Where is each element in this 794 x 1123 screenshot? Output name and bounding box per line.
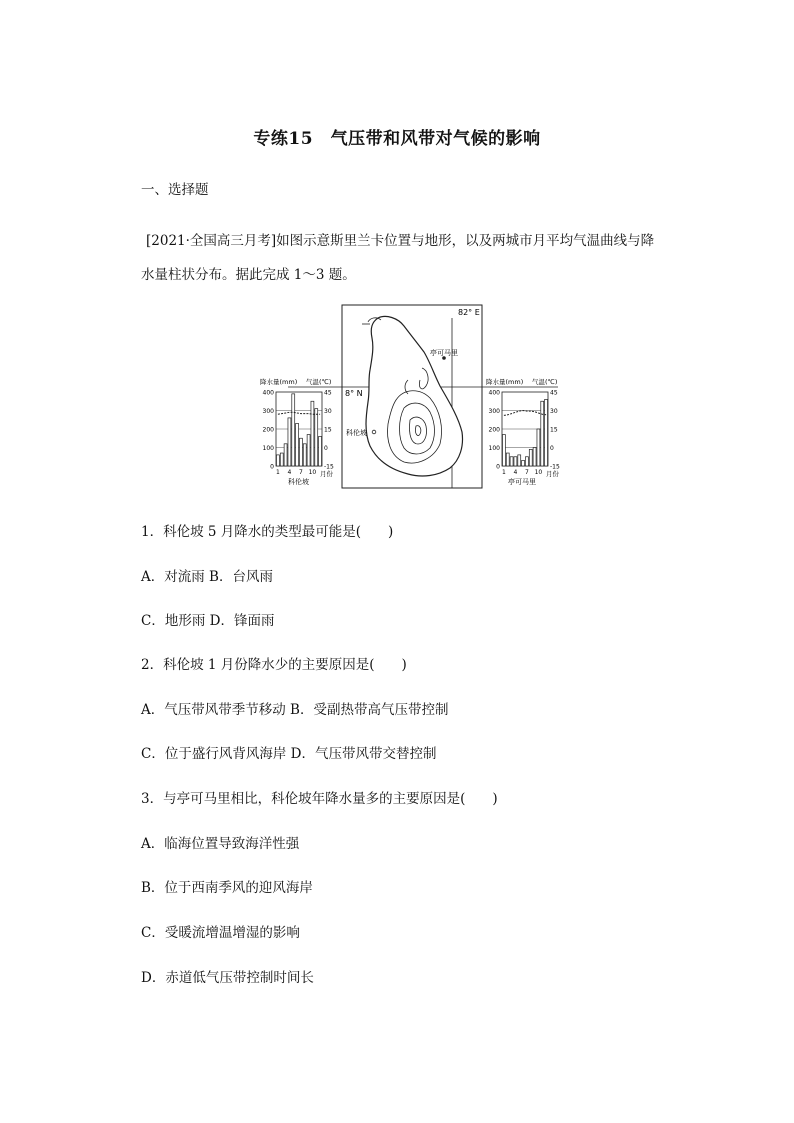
trincomalee-climate-chart xyxy=(486,377,560,486)
question-3-stem: 3．与亭可马里相比，科伦坡年降水量多的主要原因是( ) xyxy=(141,791,498,807)
trincomalee-precip-tick: 200 xyxy=(488,426,500,434)
right-month-label: 月份 xyxy=(546,470,559,478)
trincomalee-precip-tick: 300 xyxy=(488,408,500,415)
question-1-options-line-2: C．地形雨 D．锋面雨 xyxy=(141,613,275,629)
sri-lanka-outline xyxy=(366,316,463,476)
trincomalee-precip-bar xyxy=(518,455,521,466)
page-title: 专练15 气压带和风带对气候的影响 xyxy=(253,129,541,149)
colombo-month-tick: 7 xyxy=(299,469,303,476)
colombo-precip-tick: 0 xyxy=(270,463,274,471)
trincomalee-temp-tick: 30 xyxy=(550,408,558,415)
trincomalee-precip-tick: 100 xyxy=(488,445,500,452)
trincomalee-temp-tick: -15 xyxy=(550,463,560,471)
trincomalee-precip-bar xyxy=(522,460,525,466)
trincomalee-temp-tick: 15 xyxy=(550,426,558,434)
trincomalee-temp-line xyxy=(504,411,546,416)
colombo-month-tick: 1 xyxy=(276,469,280,476)
colombo-precip-bar xyxy=(307,435,310,466)
trincomalee-precip-bar xyxy=(502,435,505,466)
question-1-stem: 1．科伦坡 5 月降水的类型最可能是( ) xyxy=(141,524,394,540)
trincomalee-precip-bar xyxy=(537,429,540,466)
colombo-temp-tick: 0 xyxy=(324,445,328,452)
colombo-precip-bar xyxy=(288,418,291,466)
trincomalee-precip-bar xyxy=(510,457,513,466)
trincomalee-month-tick: 1 xyxy=(502,469,506,476)
colombo-precip-bar xyxy=(319,436,322,466)
question-3-option-d: D．赤道低气压带控制时间长 xyxy=(141,970,314,986)
sri-lanka-figure xyxy=(258,304,568,490)
colombo-marker xyxy=(372,430,376,434)
colombo-temp-tick: 30 xyxy=(324,408,332,415)
colombo-precip-tick: 300 xyxy=(262,408,274,415)
trincomalee-precip-bar xyxy=(529,449,532,466)
trincomalee-precip-tick: 400 xyxy=(488,389,500,397)
left-precip-axis-label: 降水量(mm) xyxy=(260,378,298,386)
trincomalee-precip-tick: 0 xyxy=(496,463,500,471)
colombo-precip-bar xyxy=(276,455,279,466)
colombo-precip-bar xyxy=(315,409,318,466)
colombo-temp-tick: 45 xyxy=(324,389,332,397)
trincomalee-precip-bar xyxy=(541,401,544,466)
section-heading: 一、选择题 xyxy=(141,182,209,198)
left-temp-axis-label: 气温(℃) xyxy=(306,378,332,386)
left-chart-caption: 科伦坡 xyxy=(288,478,309,486)
trincomalee-precip-bar xyxy=(545,399,548,466)
figure-svg xyxy=(258,304,568,490)
colombo-precip-bar xyxy=(284,444,287,466)
right-temp-axis-label: 气温(℃) xyxy=(532,378,558,386)
colombo-precip-bar xyxy=(296,423,299,466)
trincomalee-map-label: 亭可马里 xyxy=(430,349,458,357)
question-3-option-c: C．受暖流增温增湿的影响 xyxy=(141,925,300,941)
trincomalee-precip-bar xyxy=(506,453,509,466)
right-precip-axis-label: 降水量(mm) xyxy=(486,378,524,386)
trincomalee-precip-bar xyxy=(533,448,536,467)
intro-paragraph xyxy=(141,224,661,292)
question-2-stem: 2．科伦坡 1 月份降水少的主要原因是( ) xyxy=(141,657,407,673)
longitude-label: 82° E xyxy=(458,308,480,317)
question-2-options-line-1: A．气压带风带季节移动 B．受副热带高气压带控制 xyxy=(141,702,449,718)
colombo-precip-tick: 100 xyxy=(262,445,274,452)
colombo-map-label: 科伦坡 xyxy=(346,429,367,437)
question-1-options-line-1: A．对流雨 B．台风雨 xyxy=(141,569,273,585)
colombo-month-tick: 4 xyxy=(287,469,292,476)
colombo-precip-tick: 200 xyxy=(262,426,274,434)
colombo-temp-tick: 15 xyxy=(324,426,332,434)
question-2-options-line-2: C．位于盛行风背风海岸 D．气压带风带交替控制 xyxy=(141,746,437,762)
colombo-precip-bar xyxy=(299,438,302,466)
colombo-temp-tick: -15 xyxy=(324,463,334,471)
colombo-precip-tick: 400 xyxy=(262,389,274,397)
intro-line-2: 水量柱状分布。据此完成 1～3 题。 xyxy=(141,267,356,283)
colombo-climate-chart xyxy=(260,377,334,486)
colombo-precip-bar xyxy=(280,453,283,466)
colombo-month-tick: 10 xyxy=(308,469,317,476)
right-chart-caption: 亭可马里 xyxy=(508,478,536,486)
trincomalee-precip-bar xyxy=(525,457,528,466)
trincomalee-temp-tick: 0 xyxy=(550,445,554,452)
trincomalee-month-tick: 7 xyxy=(525,469,529,476)
colombo-precip-bar xyxy=(311,401,314,466)
trincomalee-month-tick: 4 xyxy=(513,469,518,476)
question-3-option-b: B．位于西南季风的迎风海岸 xyxy=(141,880,313,896)
intro-line-1: [2021·全国高三月考]如图示意斯里兰卡位置与地形，以及两城市月平均气温曲线与降 xyxy=(146,233,655,249)
trincomalee-temp-tick: 45 xyxy=(550,389,558,397)
colombo-precip-bar xyxy=(292,394,295,466)
question-3-option-a: A．临海位置导致海洋性强 xyxy=(141,836,300,852)
trincomalee-month-tick: 10 xyxy=(534,469,543,476)
trincomalee-precip-bar xyxy=(514,457,517,466)
left-month-label: 月份 xyxy=(320,470,333,478)
latitude-label: 8° N xyxy=(345,389,363,398)
colombo-precip-bar xyxy=(303,444,306,466)
